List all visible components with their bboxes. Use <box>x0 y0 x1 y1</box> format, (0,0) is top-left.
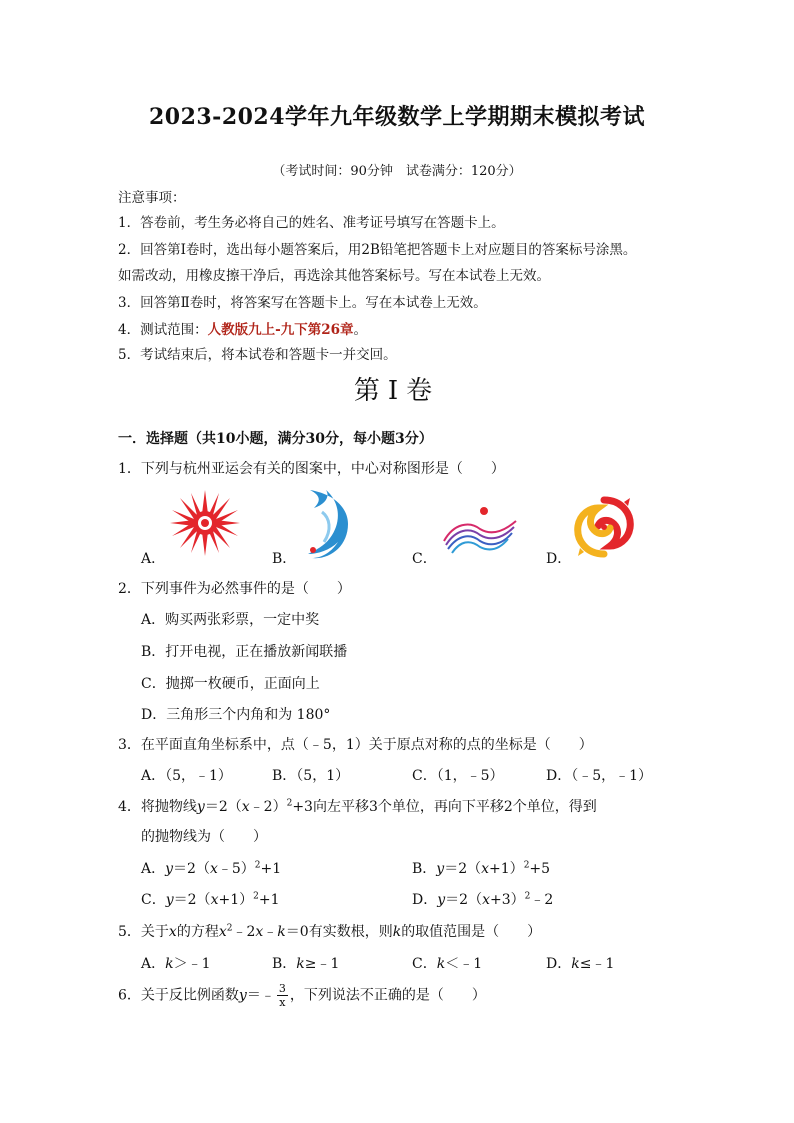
lake-waves-emblem-icon <box>440 505 520 555</box>
q4-var-y: y <box>196 799 205 815</box>
q1-option-a-label: A． <box>141 551 166 567</box>
q4-d-end: ﹣2 <box>530 892 554 908</box>
q4-c-var-x: x <box>210 892 219 908</box>
q4-var-x: x <box>241 799 250 815</box>
q4-a-var-y: y <box>165 861 174 877</box>
test-range: 人教版九上-九下第26章 <box>207 322 354 338</box>
q1-option-d-label: D． <box>546 551 572 567</box>
q4-c-text: ＝2（ <box>173 892 211 908</box>
q4-b-end: +5 <box>529 861 551 877</box>
q4-option-a <box>141 858 281 878</box>
q5-a-relation: ＞﹣1 <box>173 956 211 972</box>
q4-d-text: ＝2（ <box>445 892 483 908</box>
q5-a-label: A． <box>141 956 166 972</box>
notice-heading: 注意事项： <box>118 190 186 206</box>
notice-item-2a: 2．回答第Ⅰ卷时，选出每小题答案后，用2B铅笔把答题卡上对应题目的答案标号涂黑。 <box>118 242 637 258</box>
notice-item-5: 5．考试结束后，将本试卷和答题卡一并交回。 <box>118 347 397 363</box>
q5-stem-text-2: 的方程 <box>176 924 219 940</box>
q6-equals: ＝﹣ <box>246 987 275 1004</box>
q5-option-b <box>272 953 339 973</box>
q4-c-tail: +1） <box>218 892 254 908</box>
q5-d-relation: ≤﹣1 <box>579 956 615 972</box>
question-3-stem: 3．在平面直角坐标系中，点（﹣5，1）关于原点对称的点的坐标是（ ） <box>118 737 593 753</box>
q4-b-text: ＝2（ <box>444 861 482 877</box>
q4-stem-text-2: ＝2（ <box>204 799 242 815</box>
q4-b-label: B． <box>412 861 437 877</box>
q4-d-var-x: x <box>482 892 490 908</box>
exam-title: 2023-2024学年九年级数学上学期期末模拟考试 <box>148 104 646 130</box>
q3-option-c: C．（1，﹣5） <box>412 768 504 784</box>
notice-item-2b: 如需改动，用橡皮擦干净后，再选涂其他答案标号。写在本试卷上无效。 <box>118 268 550 284</box>
notice-item-1: 1．答卷前，考生务必将自己的姓名、准考证号填写在答题卡上。 <box>118 215 505 231</box>
q4-stem-text-1: 4．将抛物线 <box>118 799 197 815</box>
q4-b-exp: 2 <box>523 860 530 871</box>
q4-d-var-y: y <box>437 892 446 908</box>
q2-option-b: B．打开电视，正在播放新闻联播 <box>141 644 348 660</box>
q4-option-d <box>412 889 553 909</box>
notice-item-4-prefix: 4．测试范围： <box>118 322 208 338</box>
question-5-stem <box>118 921 541 941</box>
question-2-stem: 2．下列事件为必然事件的是（ ） <box>118 581 351 597</box>
q3-option-d: D．（﹣5，﹣1） <box>546 768 653 784</box>
q5-option-c <box>412 953 482 973</box>
q4-d-exp: 2 <box>524 891 531 902</box>
q4-a-text: ＝2（ <box>173 861 210 877</box>
question-6-stem <box>118 982 486 1009</box>
q5-var-k2: k <box>392 924 402 940</box>
q5-b-label: B． <box>272 956 297 972</box>
notice-item-3: 3．回答第Ⅱ卷时，将答案写在答题卡上。写在本试卷上无效。 <box>118 295 487 311</box>
q4-a-tail: ﹣5） <box>217 861 255 877</box>
q2-option-d: D．三角形三个内角和为 180° <box>141 707 331 723</box>
q4-a-exp: 2 <box>254 860 261 871</box>
radiant-sun-emblem-icon <box>170 490 240 556</box>
q4-c-var-y: y <box>165 892 174 908</box>
q6-var-y: y <box>238 987 247 1004</box>
q6-fraction <box>277 982 288 1009</box>
q2-option-a: A．购买两张彩票，一定中奖 <box>141 612 320 628</box>
q4-c-label: C． <box>141 892 166 908</box>
q1-option-b-label: B． <box>272 551 297 567</box>
q5-stem-text-6: 的取值范围是（ ） <box>401 924 542 940</box>
dragon-swirl-emblem-icon <box>574 496 634 558</box>
q4-b-var-y: y <box>436 861 445 877</box>
q5-stem-text-4: ﹣ <box>263 924 278 940</box>
q6-fraction-denominator: x <box>279 996 286 1009</box>
q4-c-end: +1 <box>258 892 280 908</box>
section-heading: 一．选择题（共10小题，满分30分，每小题3分） <box>118 431 433 447</box>
q4-b-tail: +1） <box>489 861 524 877</box>
q6-stem-text-1: 6．关于反比例函数 <box>118 987 239 1004</box>
q5-var-k: k <box>277 924 286 940</box>
q3-option-a: A．（5，﹣1） <box>141 768 232 784</box>
q5-option-a <box>141 953 211 973</box>
q4-stem-text-3: ﹣2） <box>249 799 287 815</box>
q5-c-relation: ＜﹣1 <box>445 956 483 972</box>
exam-subtitle: （考试时间：90分钟 试卷满分：120分） <box>272 164 522 179</box>
q4-b-var-x: x <box>481 861 490 877</box>
q4-a-end: +1 <box>260 861 282 877</box>
q5-b-relation: ≥﹣1 <box>304 956 340 972</box>
q4-a-label: A． <box>141 861 166 877</box>
q5-exponent: 2 <box>226 923 233 934</box>
q5-var-x: x <box>168 924 177 940</box>
volume-heading: 第Ⅰ卷 <box>353 376 441 406</box>
q4-a-var-x: x <box>209 861 218 877</box>
q6-fraction-numerator: 3 <box>278 982 286 995</box>
q5-stem-text-3: ﹣2 <box>232 924 256 940</box>
q4-c-exp: 2 <box>253 891 259 902</box>
q6-stem-text-2: ，下列说法不正确的是（ ） <box>289 987 486 1004</box>
q5-d-label: D． <box>546 956 572 972</box>
notice-item-4-suffix: 。 <box>353 322 367 338</box>
question-4-stem-line-2: 的抛物线为（ ） <box>141 829 267 845</box>
q5-b-var-k: k <box>296 956 305 972</box>
notice-item-4 <box>118 318 367 338</box>
q5-var-x2: x <box>218 924 227 940</box>
q1-option-c-label: C． <box>412 551 437 567</box>
q4-d-tail: +3） <box>489 892 525 908</box>
q4-stem-text-4: +3向左平移3个单位，再向下平移2个单位，得到 <box>292 799 597 815</box>
q5-option-d <box>546 953 614 973</box>
q5-a-var-k: k <box>165 956 174 972</box>
q5-var-x3: x <box>255 924 264 940</box>
q4-option-c <box>141 889 279 909</box>
q3-option-b: B．（5，1） <box>272 768 350 784</box>
q5-c-label: C． <box>412 956 437 972</box>
q5-d-var-k: k <box>571 956 580 972</box>
q2-option-c: C．抛掷一枚硬币，正面向上 <box>141 676 320 692</box>
q4-option-b <box>412 858 550 878</box>
q4-d-label: D． <box>412 892 438 908</box>
q4-exponent: 2 <box>286 798 293 809</box>
q5-c-var-k: k <box>436 956 446 972</box>
question-4-stem <box>118 796 597 816</box>
dolphin-mascot-emblem-icon <box>300 488 352 560</box>
question-1-stem: 1．下列与杭州亚运会有关的图案中，中心对称图形是（ ） <box>118 461 505 477</box>
q5-stem-text-1: 5．关于 <box>118 924 169 940</box>
q5-stem-text-5: ＝0有实数根，则 <box>285 924 393 940</box>
